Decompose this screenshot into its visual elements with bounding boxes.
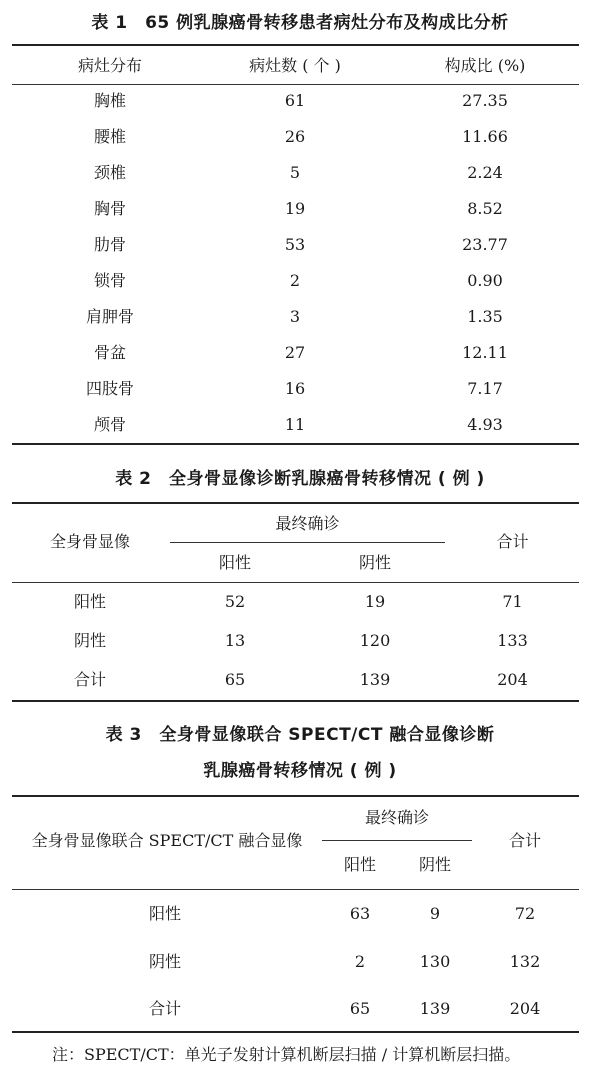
table3-cell-negative: 9 [429,904,441,923]
table1-cell-location: 颅骨 [93,415,126,434]
table1-cell-ratio: 7.17 [467,379,503,398]
table1-cell-location: 胸椎 [93,91,126,110]
table1-cell-count: 26 [284,127,306,146]
table3-title-line2: 乳腺癌骨转移情况 ( 例 ) [203,761,397,781]
table1-cell-location: 四肢骨 [85,379,134,398]
table2-cell-total: 133 [497,631,528,650]
table3-cell-total: 132 [509,952,541,971]
table3-subheader-negative: 阴性 [418,855,451,874]
table1-cell-location: 腰椎 [93,127,126,146]
table2-cell-positive: 13 [224,631,246,650]
table2-group-header: 最终确诊 [275,514,340,533]
table1-cell-ratio: 23.77 [462,235,508,254]
table2-header-rule [12,582,579,583]
table3-subheader-positive: 阳性 [343,855,376,874]
table3-cell-label: 阴性 [148,952,181,971]
table1-cell-ratio: 8.52 [467,199,503,218]
table1-cell-count: 27 [284,343,306,362]
table1-cell-location: 胸骨 [93,199,126,218]
table3-row-header: 全身骨显像联合 SPECT/CT 融合显像 [31,831,303,850]
table2-cell-negative: 120 [359,631,391,650]
table2-cell-label: 合计 [73,670,106,689]
table2-bottom-rule [12,700,579,702]
table2-top-rule [12,502,579,504]
table3-cell-negative: 130 [419,952,451,971]
table1-cell-count: 11 [284,415,306,434]
table1-cell-ratio: 27.35 [462,91,508,110]
table3-cell-positive: 65 [349,999,371,1018]
table3-top-rule [12,795,579,797]
table1-cell-count: 19 [284,199,306,218]
table3-group-header: 最终确诊 [364,808,429,827]
table3-cell-total: 72 [514,904,536,923]
table1-header-location: 病灶分布 [77,56,142,75]
table1-cell-location: 锁骨 [93,271,126,290]
table3-cell-negative: 139 [419,999,451,1018]
table1-cell-ratio: 12.11 [462,343,508,362]
table2-cell-negative: 139 [359,670,391,689]
table1-header-count: 病灶数 ( 个 ) [249,56,341,75]
table3-title-line1: 表 3 全身骨显像联合 SPECT/CT 融合显像诊断 [105,725,495,745]
table3-header-rule [12,889,579,890]
table1-cell-location: 骨盆 [93,343,126,362]
table2-cell-label: 阳性 [73,592,106,611]
table2-subheader-positive: 阳性 [218,553,251,572]
table3-total-header: 合计 [508,831,541,850]
table1-bottom-rule [12,443,579,445]
table1-cell-location: 颈椎 [93,163,126,182]
table1-cell-location: 肋骨 [93,235,126,254]
table1-cell-location: 肩胛骨 [85,307,134,326]
table2-cell-positive: 65 [224,670,246,689]
table1-cell-count: 61 [284,91,306,110]
table1-cell-count: 2 [289,271,301,290]
table2-row-header: 全身骨显像 [49,532,130,551]
table1-title: 表 1 65 例乳腺癌骨转移患者病灶分布及构成比分析 [91,13,509,33]
table1-cell-ratio: 11.66 [462,127,508,146]
table2-cell-total: 71 [502,592,523,611]
table2-title: 表 2 全身骨显像诊断乳腺癌骨转移情况 ( 例 ) [115,469,485,489]
table2-total-header: 合计 [496,532,529,551]
table1-top-rule [12,44,579,46]
table1-cell-count: 3 [289,307,301,326]
table3-cell-total: 204 [509,999,541,1018]
table1-cell-ratio: 4.93 [467,415,503,434]
table2-group-rule [170,542,445,543]
footnote: 注：SPECT/CT：单光子发射计算机断层扫描 / 计算机断层扫描。 [52,1045,521,1064]
table3-cell-label: 合计 [148,999,181,1018]
table1-cell-count: 5 [289,163,301,182]
table2-cell-positive: 52 [224,592,246,611]
table2-cell-total: 204 [497,670,528,689]
table2-cell-negative: 19 [364,592,386,611]
table1-cell-ratio: 0.90 [467,271,503,290]
table1-cell-count: 16 [284,379,306,398]
table3-cell-positive: 63 [349,904,371,923]
table3-cell-label: 阳性 [148,904,181,923]
table1-cell-ratio: 2.24 [467,163,503,182]
table3-group-rule [322,840,472,841]
table2-subheader-negative: 阴性 [358,553,391,572]
table1-header-ratio: 构成比 (%) [444,56,526,75]
table2-cell-label: 阴性 [73,631,106,650]
table3-bottom-rule [12,1031,579,1033]
table1-cell-count: 53 [284,235,306,254]
table1-cell-ratio: 1.35 [467,307,503,326]
table3-cell-positive: 2 [354,952,366,971]
